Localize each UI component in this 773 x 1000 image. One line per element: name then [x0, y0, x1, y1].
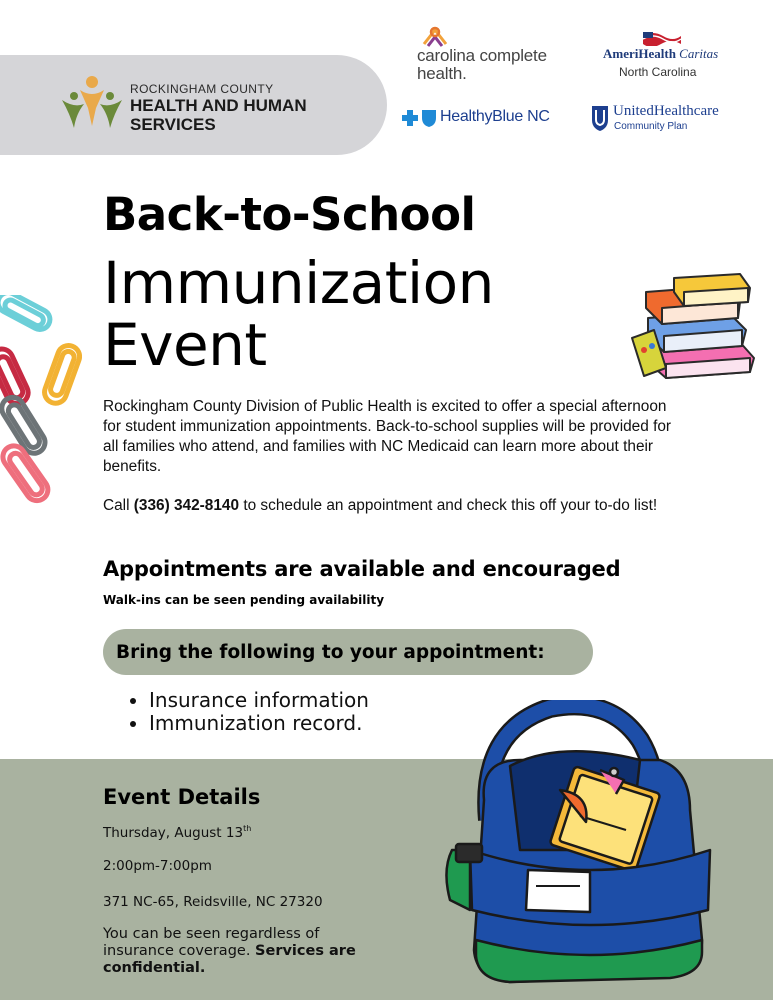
appointments-heading: Appointments are available and encouraged	[103, 557, 621, 581]
healthy-blue-label: HealthyBlue NC	[440, 108, 550, 125]
page-title-line-1: Back-to-School	[103, 188, 476, 241]
united-healthcare-label: UnitedHealthcare	[613, 103, 719, 119]
coverage-note-text: You can be seen regardless of insurance coverage.	[103, 926, 320, 959]
united-healthcare-plan-label: Community Plan	[614, 121, 688, 132]
healthy-blue-cross-shield-icon	[402, 108, 438, 128]
call-suffix: to schedule an appointment and check this off your to-do list!	[239, 497, 658, 514]
united-healthcare-shield-icon	[590, 104, 610, 132]
walk-ins-note: Walk-ins can be seen pending availability	[103, 593, 385, 607]
carolina-complete-health-logo-icon	[418, 26, 452, 48]
list-item: Immunization record.	[128, 712, 369, 735]
event-details-heading: Event Details	[103, 785, 261, 809]
list-item: Insurance information	[128, 689, 369, 712]
bring-heading: Bring the following to your appointment:	[116, 642, 545, 663]
books-stack-icon	[628, 272, 758, 387]
amerihealth-flag-icon	[641, 30, 683, 46]
carolina-complete-health-label: carolina complete health.	[417, 46, 547, 83]
title-immunization: Immunization	[103, 249, 494, 317]
bring-list	[128, 689, 369, 735]
event-date-suffix: th	[243, 824, 252, 833]
confidential-note: Services are confidential.	[103, 943, 356, 976]
phone-number[interactable]: (336) 342-8140	[133, 497, 240, 514]
amerihealth-state-label: North Carolina	[619, 65, 697, 79]
backpack-icon	[440, 700, 720, 990]
county-label: ROCKINGHAM COUNTY	[130, 82, 274, 96]
call-prefix: Call	[103, 497, 134, 514]
paper-clips-icon	[0, 295, 82, 520]
event-time: 2:00pm-7:00pm	[103, 858, 212, 874]
event-date-text: Thursday, August 13	[103, 825, 244, 841]
department-name: HEALTH AND HUMAN SERVICES	[130, 96, 307, 134]
event-address: 371 NC-65, Reidsville, NC 27320	[103, 894, 323, 910]
hhs-people-logo-icon	[60, 74, 124, 134]
page-title-line-2	[103, 249, 494, 379]
event-date	[103, 824, 251, 841]
call-paragraph	[103, 496, 673, 516]
amerihealth-label: AmeriHealth Caritas	[603, 46, 719, 61]
coverage-note	[103, 926, 368, 977]
intro-paragraph: Rockingham County Division of Public Health is excited to offer a special afternoon for student immunization appointments. Back-to-school supplies will be provided for all families who attend, and families with NC Medicaid can learn more about their benefits.	[103, 398, 672, 475]
title-event: Event	[103, 311, 267, 379]
